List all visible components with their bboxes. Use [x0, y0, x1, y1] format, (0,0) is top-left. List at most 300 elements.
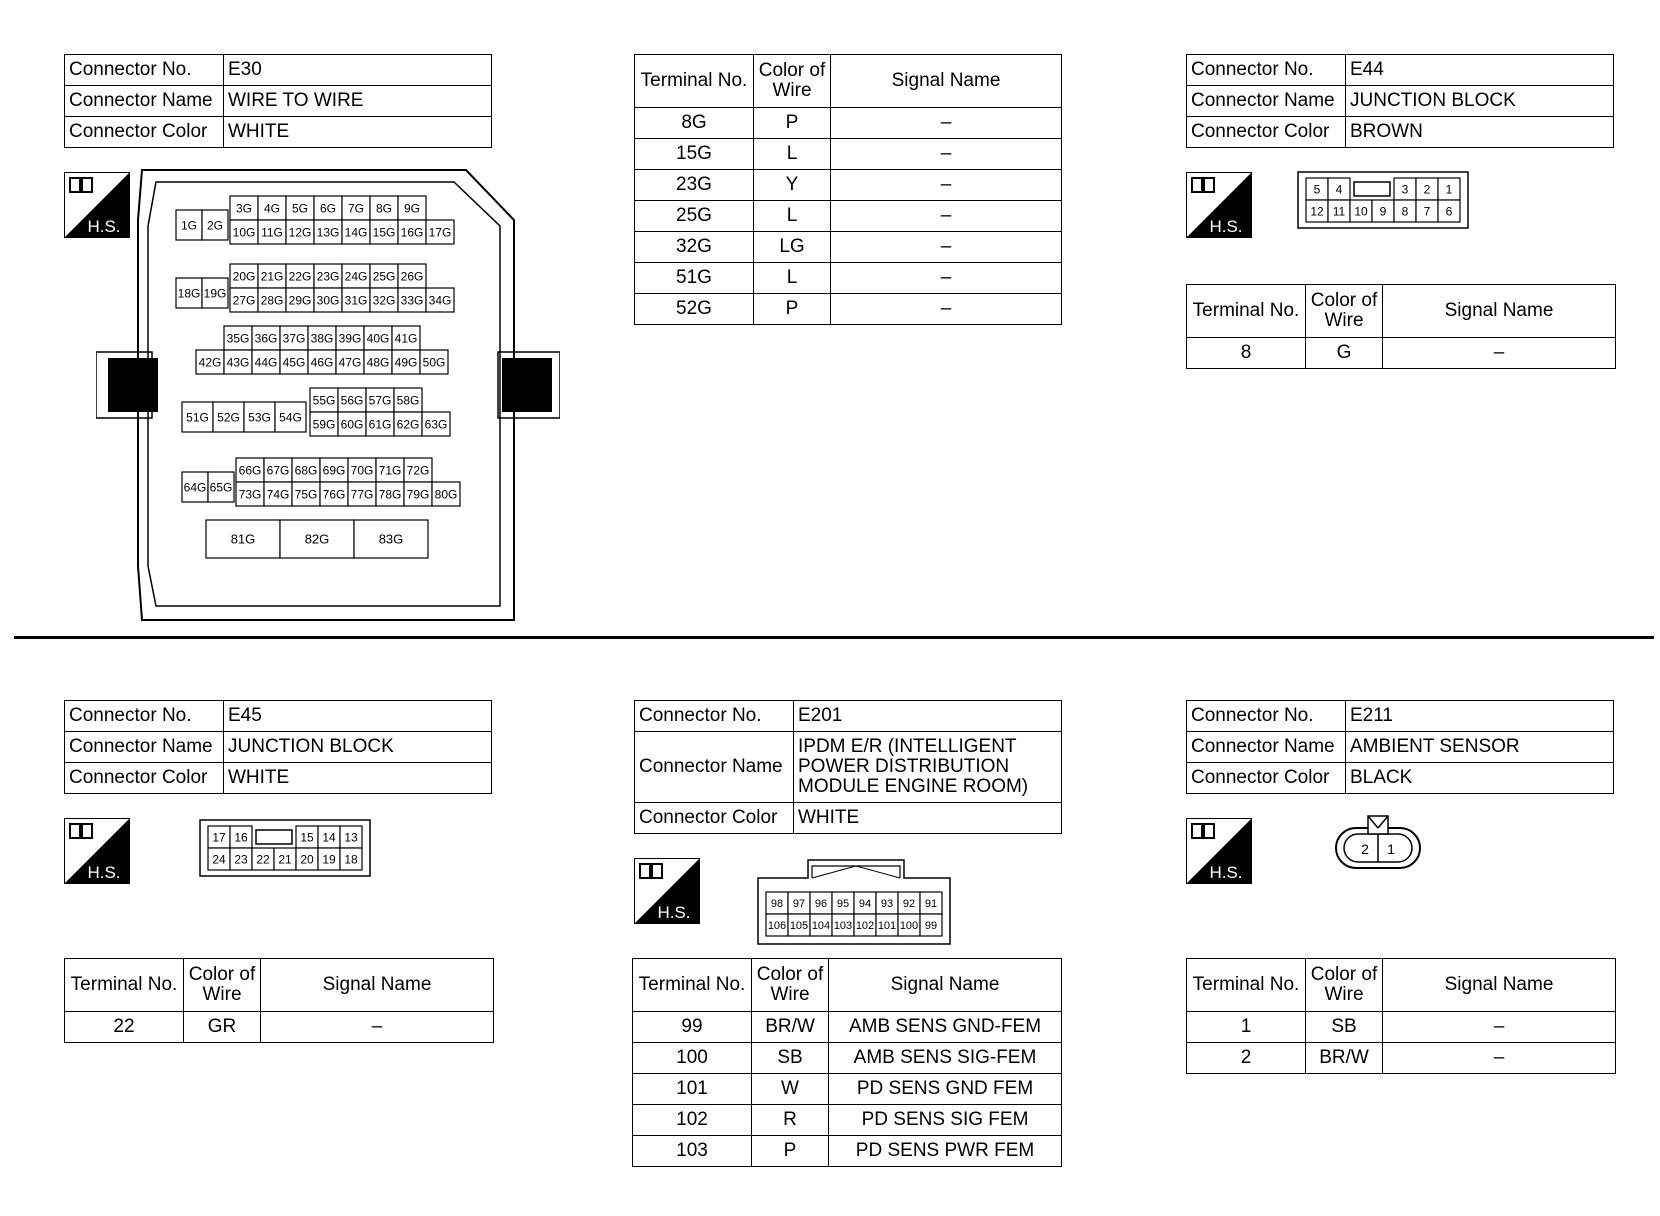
connector-pin	[296, 826, 318, 848]
pin-label: 97	[792, 897, 806, 910]
connector-pin	[264, 458, 292, 482]
pin-label: 56G	[340, 393, 364, 408]
pin-label: 21G	[260, 269, 284, 284]
connector-pin	[348, 482, 376, 506]
connector-pin	[258, 264, 286, 288]
pin-label: 2	[1423, 182, 1431, 197]
connector-pin	[1350, 200, 1372, 222]
connector-pin	[230, 288, 258, 312]
pin-label: 38G	[310, 331, 334, 346]
table-row	[635, 108, 1062, 139]
signal-name-cell: –	[831, 294, 1062, 325]
pin-label: 18G	[177, 286, 201, 301]
pin-label: 49G	[394, 355, 418, 370]
connector-pin	[258, 196, 286, 220]
pin-label: 5	[1313, 182, 1321, 197]
e44-name: JUNCTION BLOCK	[1346, 86, 1614, 117]
table-row	[633, 1043, 1062, 1074]
connector-pin	[286, 264, 314, 288]
connector-pin	[342, 288, 370, 312]
connector-pin	[280, 520, 354, 558]
connector-pin	[202, 278, 228, 308]
connector-pin	[176, 278, 202, 308]
e211-info-table	[1186, 700, 1614, 794]
connector-pin	[876, 892, 898, 914]
pin-label: 71G	[378, 463, 402, 478]
hs-icon	[1186, 172, 1252, 238]
connector-pin	[336, 350, 364, 374]
e44-color: BROWN	[1346, 117, 1614, 148]
hs-label: H.S.	[1209, 217, 1243, 236]
e44-no: E44	[1346, 55, 1614, 86]
terminal-cell: 1	[1187, 1012, 1306, 1043]
pin-label: 81G	[230, 531, 256, 547]
table-row	[635, 139, 1062, 170]
pin-label: 61G	[368, 417, 392, 432]
connector-pin	[398, 196, 426, 220]
header-terminal-no: Terminal No.	[65, 959, 184, 1012]
connector-pin	[398, 264, 426, 288]
label-connector-color: Connector Color	[65, 763, 224, 794]
wire-color-cell: W	[752, 1074, 829, 1105]
connector-pin	[370, 220, 398, 244]
pin-label: 18	[344, 852, 358, 867]
pin-label: 22	[256, 852, 270, 867]
pin-label: 45G	[282, 355, 306, 370]
connector-pin	[252, 326, 280, 350]
signal-name-cell: –	[1383, 1043, 1616, 1074]
pin-label: 106	[767, 919, 787, 932]
pin-label: 91	[924, 897, 938, 910]
hs-icon	[634, 858, 700, 924]
terminal-cell: 23G	[635, 170, 754, 201]
e201-color: WHITE	[794, 803, 1062, 834]
wire-color-cell: R	[752, 1105, 829, 1136]
wire-color-cell: L	[754, 201, 831, 232]
connector-pin	[420, 350, 448, 374]
wire-color-cell: LG	[754, 232, 831, 263]
pin-label: 77G	[350, 487, 374, 502]
pin-label: 69G	[322, 463, 346, 478]
pin-label: 35G	[226, 331, 250, 346]
table-row	[635, 201, 1062, 232]
table-row	[633, 1074, 1062, 1105]
table-row	[1187, 1012, 1616, 1043]
pin-label: 30G	[316, 293, 340, 308]
connector-pin	[286, 288, 314, 312]
label-connector-color: Connector Color	[65, 117, 224, 148]
connector-pin	[342, 220, 370, 244]
pin-label: 98	[770, 897, 784, 910]
connector-pin	[342, 264, 370, 288]
label-connector-name: Connector Name	[65, 732, 224, 763]
terminal-cell: 51G	[635, 263, 754, 294]
hs-label: H.S.	[1209, 863, 1243, 882]
connector-pin	[1394, 200, 1416, 222]
pin-label: 9	[1379, 204, 1387, 219]
section-divider	[14, 636, 1654, 639]
terminal-cell: 22	[65, 1012, 184, 1043]
connector-pin	[336, 326, 364, 350]
pin-label: 40G	[366, 331, 390, 346]
wire-color-cell: L	[754, 139, 831, 170]
pin-label: 82G	[304, 531, 330, 547]
e201-name: IPDM E/R (INTELLIGENT POWER DISTRIBUTION MODULE ENGINE ROOM)	[794, 732, 1062, 803]
pin-label: 20	[300, 852, 314, 867]
connector-pin	[370, 288, 398, 312]
connector-pin	[854, 914, 876, 936]
label-connector-color: Connector Color	[635, 803, 794, 834]
pin-label: 47G	[338, 355, 362, 370]
pin-label: 17G	[428, 225, 452, 240]
pin-label: 12	[1310, 204, 1324, 219]
pin-label: 54G	[279, 410, 302, 425]
signal-name-cell: –	[831, 139, 1062, 170]
signal-name-cell: –	[261, 1012, 494, 1043]
table-row	[635, 170, 1062, 201]
wire-color-cell: P	[754, 294, 831, 325]
signal-name-cell: PD SENS PWR FEM	[829, 1136, 1062, 1167]
wire-color-cell: P	[754, 108, 831, 139]
pin-label: 22G	[288, 269, 312, 284]
pin-label: 80G	[434, 487, 458, 502]
connector-pin	[898, 914, 920, 936]
connector-pin	[832, 892, 854, 914]
signal-name-cell: PD SENS SIG FEM	[829, 1105, 1062, 1136]
connector-pin	[338, 388, 366, 412]
pin-label: 31G	[344, 293, 368, 308]
connector-pin	[286, 220, 314, 244]
terminal-cell: 25G	[635, 201, 754, 232]
header-color-of-wire: Color of Wire	[184, 959, 261, 1012]
pin-label: 16	[234, 830, 248, 845]
pin-label: 65G	[209, 480, 233, 495]
pin-label: 51G	[186, 410, 209, 425]
e45-color: WHITE	[224, 763, 492, 794]
connector-pin	[370, 196, 398, 220]
hs-label: H.S.	[87, 217, 121, 236]
pin-label: 23G	[316, 269, 340, 284]
pin-label: 68G	[294, 463, 318, 478]
header-color-of-wire: Color of Wire	[752, 959, 829, 1012]
pin-label: 52G	[217, 410, 240, 425]
connector-pin	[258, 220, 286, 244]
e211-pin: 2	[1361, 841, 1369, 857]
signal-name-cell: –	[831, 201, 1062, 232]
pin-label: 19G	[203, 286, 227, 301]
hs-label: H.S.	[657, 903, 691, 922]
pin-label: 10	[1354, 204, 1368, 219]
connector-pin	[318, 826, 340, 848]
terminal-cell: 2	[1187, 1043, 1306, 1074]
connector-pin	[308, 326, 336, 350]
connector-pin	[280, 326, 308, 350]
connector-pin	[310, 388, 338, 412]
pin-label: 13	[344, 830, 358, 845]
pin-label: 92	[902, 897, 916, 910]
connector-pin	[230, 264, 258, 288]
connector-pin	[366, 412, 394, 436]
connector-pin	[244, 402, 275, 432]
pin-label: 15G	[372, 225, 396, 240]
pin-label: 5G	[291, 201, 309, 216]
e30-signal-table	[634, 54, 1062, 325]
pin-label: 27G	[232, 293, 256, 308]
label-connector-color: Connector Color	[1187, 763, 1346, 794]
connector-pin	[314, 220, 342, 244]
e211-pin: 1	[1387, 841, 1395, 857]
connector-pin	[182, 402, 213, 432]
pin-label: 104	[811, 919, 831, 932]
pin-label: 73G	[238, 487, 262, 502]
pin-label: 59G	[312, 417, 336, 432]
wire-color-cell: Y	[754, 170, 831, 201]
e30-no: E30	[224, 55, 492, 86]
connector-pin	[404, 458, 432, 482]
connector-pin	[320, 482, 348, 506]
connector-pin	[766, 892, 788, 914]
signal-name-cell: –	[1383, 1012, 1616, 1043]
e45-connector-face	[198, 818, 376, 880]
pin-label: 6G	[319, 201, 337, 216]
connector-pin	[230, 826, 252, 848]
pin-label: 63G	[424, 417, 448, 432]
pin-label: 53G	[248, 410, 271, 425]
connector-pin	[264, 482, 292, 506]
table-row	[1187, 1043, 1616, 1074]
pin-label: 20G	[232, 269, 256, 284]
connector-pin	[366, 388, 394, 412]
pin-label: 39G	[338, 331, 362, 346]
pin-label: 48G	[366, 355, 390, 370]
table-row	[1187, 338, 1616, 369]
e30-name: WIRE TO WIRE	[224, 86, 492, 117]
pin-label: 72G	[406, 463, 430, 478]
pin-label: 11	[1332, 204, 1346, 219]
e201-signal-table	[632, 958, 1062, 1167]
pin-label: 70G	[350, 463, 374, 478]
table-row	[65, 1012, 494, 1043]
connector-pin	[202, 210, 228, 240]
connector-pin	[398, 220, 426, 244]
connector-pin	[426, 220, 454, 244]
connector-pin	[364, 326, 392, 350]
connector-pin	[182, 472, 208, 502]
connector-pin	[1372, 200, 1394, 222]
signal-name-cell: –	[831, 170, 1062, 201]
header-color-of-wire: Color of Wire	[1306, 285, 1383, 338]
pin-label: 8	[1401, 204, 1409, 219]
connector-pin	[1306, 178, 1328, 200]
signal-name-cell: –	[831, 263, 1062, 294]
pin-label: 103	[833, 919, 853, 932]
pin-label: 57G	[368, 393, 392, 408]
connector-pin	[348, 458, 376, 482]
label-connector-name: Connector Name	[65, 86, 224, 117]
table-row	[633, 1136, 1062, 1167]
connector-pin	[252, 350, 280, 374]
pin-label: 24G	[344, 269, 368, 284]
connector-pin	[422, 412, 450, 436]
pin-label: 17	[212, 830, 226, 845]
pin-label: 24	[212, 852, 226, 867]
header-signal-name: Signal Name	[1383, 959, 1616, 1012]
pin-label: 74G	[266, 487, 290, 502]
label-connector-color: Connector Color	[1187, 117, 1346, 148]
signal-name-cell: PD SENS GND FEM	[829, 1074, 1062, 1105]
label-connector-no: Connector No.	[65, 55, 224, 86]
pin-label: 105	[789, 919, 809, 932]
connector-pin	[314, 196, 342, 220]
pin-label: 34G	[428, 293, 452, 308]
connector-pin	[224, 326, 252, 350]
pin-label: 8G	[375, 201, 393, 216]
label-connector-name: Connector Name	[1187, 86, 1346, 117]
hs-icon	[64, 818, 130, 884]
connector-pin	[398, 288, 426, 312]
connector-pin	[1438, 178, 1460, 200]
connector-pin	[206, 520, 280, 558]
header-signal-name: Signal Name	[261, 959, 494, 1012]
pin-label: 44G	[254, 355, 278, 370]
pin-label: 42G	[198, 355, 222, 370]
pin-label: 96	[814, 897, 828, 910]
connector-pin	[876, 914, 898, 936]
terminal-cell: 103	[633, 1136, 752, 1167]
pin-label: 16G	[400, 225, 424, 240]
connector-pin	[898, 892, 920, 914]
connector-pin	[224, 350, 252, 374]
pin-label: 66G	[238, 463, 262, 478]
terminal-cell: 32G	[635, 232, 754, 263]
e45-no: E45	[224, 701, 492, 732]
wire-color-cell: SB	[752, 1043, 829, 1074]
connector-pin	[394, 412, 422, 436]
connector-pin	[1328, 200, 1350, 222]
pin-label: 50G	[422, 355, 446, 370]
terminal-cell: 15G	[635, 139, 754, 170]
header-signal-name: Signal Name	[1383, 285, 1616, 338]
connector-pin	[1416, 200, 1438, 222]
pin-label: 14	[322, 830, 336, 845]
signal-name-cell: –	[1383, 338, 1616, 369]
pin-label: 11G	[261, 225, 283, 240]
connector-pin	[318, 848, 340, 870]
connector-pin	[426, 288, 454, 312]
e30-pin-grid	[176, 196, 460, 558]
connector-pin	[392, 326, 420, 350]
connector-pin	[920, 892, 942, 914]
connector-pin	[376, 458, 404, 482]
table-row	[635, 263, 1062, 294]
terminal-cell: 8G	[635, 108, 754, 139]
header-terminal-no: Terminal No.	[1187, 285, 1306, 338]
pin-label: 26G	[400, 269, 424, 284]
connector-pin	[340, 826, 362, 848]
connector-pin	[213, 402, 244, 432]
pin-label: 9G	[403, 201, 421, 216]
terminal-cell: 102	[633, 1105, 752, 1136]
pin-label: 37G	[282, 331, 306, 346]
pin-label: 29G	[288, 293, 312, 308]
pin-label: 83G	[378, 531, 404, 547]
connector-pin	[920, 914, 942, 936]
wire-color-cell: BR/W	[752, 1012, 829, 1043]
label-connector-name: Connector Name	[635, 732, 794, 803]
pin-label: 99	[924, 919, 938, 932]
connector-pin	[404, 482, 432, 506]
connector-pin	[392, 350, 420, 374]
terminal-cell: 101	[633, 1074, 752, 1105]
pin-label: 95	[836, 897, 850, 910]
pin-label: 13G	[316, 225, 340, 240]
label-connector-name: Connector Name	[1187, 732, 1346, 763]
connector-pin	[274, 848, 296, 870]
connector-pin	[292, 482, 320, 506]
pin-label: 19	[322, 852, 336, 867]
pin-label: 93	[880, 897, 894, 910]
connector-pin	[280, 350, 308, 374]
pin-label: 3	[1401, 182, 1409, 197]
pin-label: 15	[300, 830, 314, 845]
connector-pin	[1306, 200, 1328, 222]
pin-label: 32G	[372, 293, 396, 308]
connector-pin	[258, 288, 286, 312]
connector-pin	[230, 220, 258, 244]
connector-pin	[376, 482, 404, 506]
header-signal-name: Signal Name	[831, 55, 1062, 108]
connector-pin	[342, 196, 370, 220]
pin-label: 1	[1445, 182, 1453, 197]
connector-pin	[854, 892, 876, 914]
header-signal-name: Signal Name	[829, 959, 1062, 1012]
connector-pin	[196, 350, 224, 374]
pin-label: 2G	[206, 218, 224, 233]
connector-pin	[252, 848, 274, 870]
pin-label: 28G	[260, 293, 284, 308]
connector-pin	[236, 482, 264, 506]
e44-signal-table	[1186, 284, 1616, 369]
pin-label: 7	[1423, 204, 1431, 219]
connector-pin	[394, 388, 422, 412]
table-row	[633, 1105, 1062, 1136]
hs-label: H.S.	[87, 863, 121, 882]
connector-pin	[275, 402, 306, 432]
e45-name: JUNCTION BLOCK	[224, 732, 492, 763]
pin-label: 58G	[396, 393, 420, 408]
pin-label: 14G	[344, 225, 368, 240]
connector-pin	[308, 350, 336, 374]
label-connector-no: Connector No.	[1187, 701, 1346, 732]
header-color-of-wire: Color of Wire	[1306, 959, 1383, 1012]
label-connector-no: Connector No.	[65, 701, 224, 732]
connector-pin	[314, 288, 342, 312]
table-row	[635, 294, 1062, 325]
wire-color-cell: GR	[184, 1012, 261, 1043]
pin-label: 7G	[347, 201, 365, 216]
signal-name-cell: –	[831, 108, 1062, 139]
pin-label: 100	[899, 919, 919, 932]
pin-label: 101	[877, 919, 897, 932]
table-row	[633, 1012, 1062, 1043]
e44-connector-face	[1296, 170, 1474, 232]
connector-pin	[338, 412, 366, 436]
header-terminal-no: Terminal No.	[1187, 959, 1306, 1012]
wire-color-cell: SB	[1306, 1012, 1383, 1043]
pin-label: 64G	[183, 480, 207, 495]
pin-label: 78G	[378, 487, 402, 502]
connector-pin	[292, 458, 320, 482]
